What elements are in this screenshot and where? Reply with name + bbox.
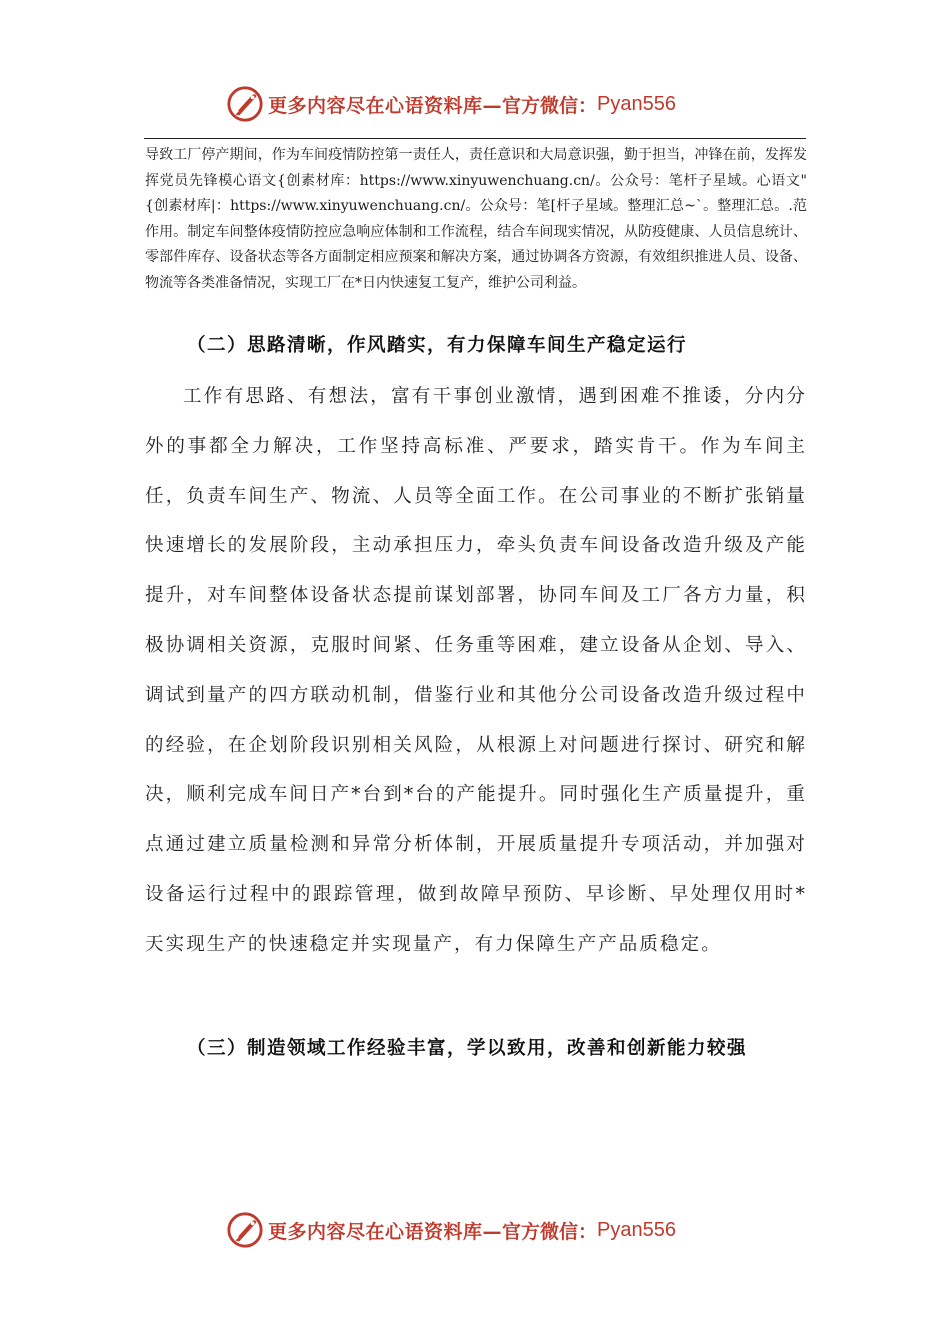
intro-paragraph: 导致工厂停产期间，作为车间疫情防控第一责任人，责任意识和大局意识强，勤于担当，冲锋在前，发挥发挥党员先锋模心语文{创素材库：https://www.xinyuwenchuang.cn/。公众号：笔杆子星域。心语文"{创素材库|：https://www.xinyuwenchuang.cn/。公众号：笔[杆子星域。整理汇总~`。整理汇总。.范作用。制定车间整体疫情防控应急响应体制和工作流程，结合车间现实情况，从防疫健康、人员信息统计、零部件库存、设备状态等各方面制定相应预案和解决方案，通过协调各方资源，有效组织推进人员、设备、物流等各类准备情况，实现工厂在*日内快速复工复产，维护公司利益。 [145,147,807,291]
header-slogan: 更多内容尽在心语资料库— [268,94,503,117]
section-2-body: 工作有思路、有想法，富有干事创业激情，遇到困难不推诿，分内分外的事都全力解决，工作坚持高标准、严要求，踏实肯干。作为车间主任，负责车间生产、物流、人员等全面工作。在公司事业的不断扩张销量快速增长的发展阶段，主动承担压力，牵头负责车间设备改造升级及产能提升，对车间整体设备状态提前谋划部署，协同车间及工厂各方力量，积极协调相关资源，克服时间紧、任务重等困难，建立设备从企划、导入、调试到量产的四方联动机制，借鉴行业和其他分公司设备改造升级过程中的经验，在企划阶段识别相关风险，从根源上对问题进行探讨、研究和解决，顺利完成车间日产*台到*台的产能提升。同时强化生产质量提升，重点通过建立质量检测和异常分析体制，开展质量提升专项活动，并加强对设备运行过程中的跟踪管理，做到故障早预防、早诊断、早处理仅用时*天实现生产的快速稳定并实现量产，有力保障生产产品质稳定。 [145,386,807,955]
header-wechat-label: 官方微信： [502,94,598,117]
footer-banner[interactable] [226,1210,746,1250]
quill-pen-logo-icon [226,85,264,123]
header-wechat-id: Pyan556 [597,92,676,115]
quill-pen-logo-icon [226,1211,264,1249]
footer-wechat-label: 官方微信： [502,1220,598,1243]
header-banner[interactable] [226,84,746,124]
footer-slogan: 更多内容尽在心语资料库— [268,1220,503,1243]
section-3-heading: （三）制造领域工作经验丰富，学以致用，改善和创新能力较强 [187,1038,748,1059]
section-2-heading: （二）思路清晰，作风踏实，有力保障车间生产稳定运行 [187,335,688,356]
footer-wechat-id: Pyan556 [597,1218,676,1241]
header-divider [144,138,806,139]
